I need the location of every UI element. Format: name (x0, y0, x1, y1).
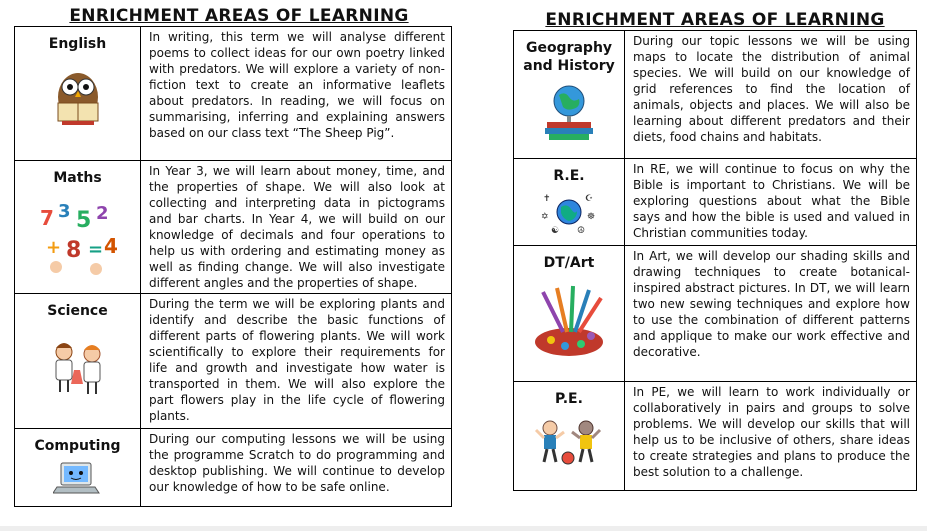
table-row (514, 159, 917, 246)
table-row (514, 246, 917, 382)
svg-text:✡: ✡ (541, 212, 549, 222)
description-cell: During the term we will be exploring plants and identify and describe the basic functions of different parts of flowering plants. We will work scientifically to explore their requirements for life and growth and investigate how water is transported in them. We will also explore the part flowers play in the life cycle of flowering plants. (141, 294, 452, 429)
children-scientists-icon (46, 340, 110, 396)
laptop-character-icon (53, 459, 103, 499)
svg-text:☪: ☪ (585, 194, 594, 204)
svg-text:✝: ✝ (543, 194, 551, 204)
svg-text:7: 7 (39, 206, 54, 230)
bottom-divider (0, 526, 927, 531)
svg-text:2: 2 (95, 203, 109, 224)
left-title: ENRICHMENT AREAS OF LEARNING (69, 6, 409, 26)
subject-maths: Maths (53, 170, 102, 186)
svg-text:3: 3 (57, 201, 71, 222)
svg-text:☯: ☯ (551, 226, 560, 235)
earth-religious-symbols-icon (541, 189, 597, 235)
subject-cell (15, 27, 141, 161)
description-cell: In RE, we will continue to focus on why the Bible is important to Christians. We will be exploring questions about what the Bible says and how the bible is used and valued in Christian communities today. (625, 159, 917, 246)
description-cell: In PE, we will learn to work individually or collaboratively in pairs and groups to solve problems. We will develop our skills that will help us to be inclusive of others, share ideas to create strategies and plans to produce the best solution to a challenge. (625, 382, 917, 491)
left-panel (14, 6, 452, 507)
subject-english: English (48, 36, 107, 52)
right-table (513, 30, 917, 491)
description-cell: During our computing lessons we will be using the programme Scratch to do programming and desktop publishing. We will continue to develop our knowledge of how to be safe online. (141, 429, 452, 507)
right-panel (513, 10, 917, 491)
svg-text:=: = (87, 239, 103, 260)
table-row (15, 429, 452, 507)
subject-cell (15, 429, 141, 507)
subject-cell (514, 159, 625, 246)
subject-science: Science (47, 303, 108, 319)
subject-re: R.E. (553, 168, 585, 184)
description-cell: In writing, this term we will analyse different poems to collect ideas for our own poetry linked with predators. We will explore a variety of non- fiction text to create an informative leaflets about predators. In reading, we will focus on summarising, inferring and explaining answers based on our class text “The Sheep Pig”. (141, 27, 452, 161)
globe-books-icon (539, 81, 599, 145)
right-title: ENRICHMENT AREAS OF LEARNING (545, 10, 885, 30)
subject-cell (15, 294, 141, 429)
subject-dt-art: DT/Art (543, 255, 595, 271)
svg-text:5: 5 (75, 208, 91, 233)
subject-cell (514, 31, 625, 159)
svg-text:☸: ☸ (587, 212, 596, 222)
description-cell: During our topic lessons we will be using maps to locate the distribution of animal species. We will build on our knowledge of grid references to find the location of animals, objects and places. We will also be learning about different predators and their diets, food chains and habitats. (625, 31, 917, 159)
svg-text:4: 4 (103, 234, 118, 258)
svg-text:8: 8 (65, 238, 81, 263)
description-cell: In Art, we will develop our shading skills and drawing techniques to create botanical-inspired abstract pictures. In DT, we will learn two new sewing techniques and explore how to use the combination of different patterns and applique to make our work effective and decorative. (625, 246, 917, 382)
svg-text:+: + (45, 237, 61, 258)
table-row (15, 161, 452, 294)
numbers-children-icon (36, 197, 120, 277)
table-row (514, 382, 917, 491)
table-row (15, 27, 452, 161)
description-cell: In Year 3, we will learn about money, time, and the properties of shape. We will also look at collecting and interpreting data in pictograms and bar charts. In Year 4, we will build on our knowledge of decimals and four operations to help us with ordering and estimating money as well as finding change. We will also investigate different angles and the properties of shape. (141, 161, 452, 294)
subject-cell (15, 161, 141, 294)
subject-cell (514, 246, 625, 382)
svg-text:☮: ☮ (577, 226, 586, 235)
subject-pe: P.E. (555, 391, 583, 407)
subject-cell (514, 382, 625, 491)
table-row (15, 294, 452, 429)
subject-computing: Computing (34, 438, 121, 454)
table-row (514, 31, 917, 159)
paintbrushes-palette-icon (529, 284, 609, 360)
children-playing-ball-icon (534, 414, 604, 466)
left-table (14, 26, 452, 507)
owl-reading-icon (48, 63, 108, 129)
subject-geography-history: Geography and History (523, 40, 615, 74)
